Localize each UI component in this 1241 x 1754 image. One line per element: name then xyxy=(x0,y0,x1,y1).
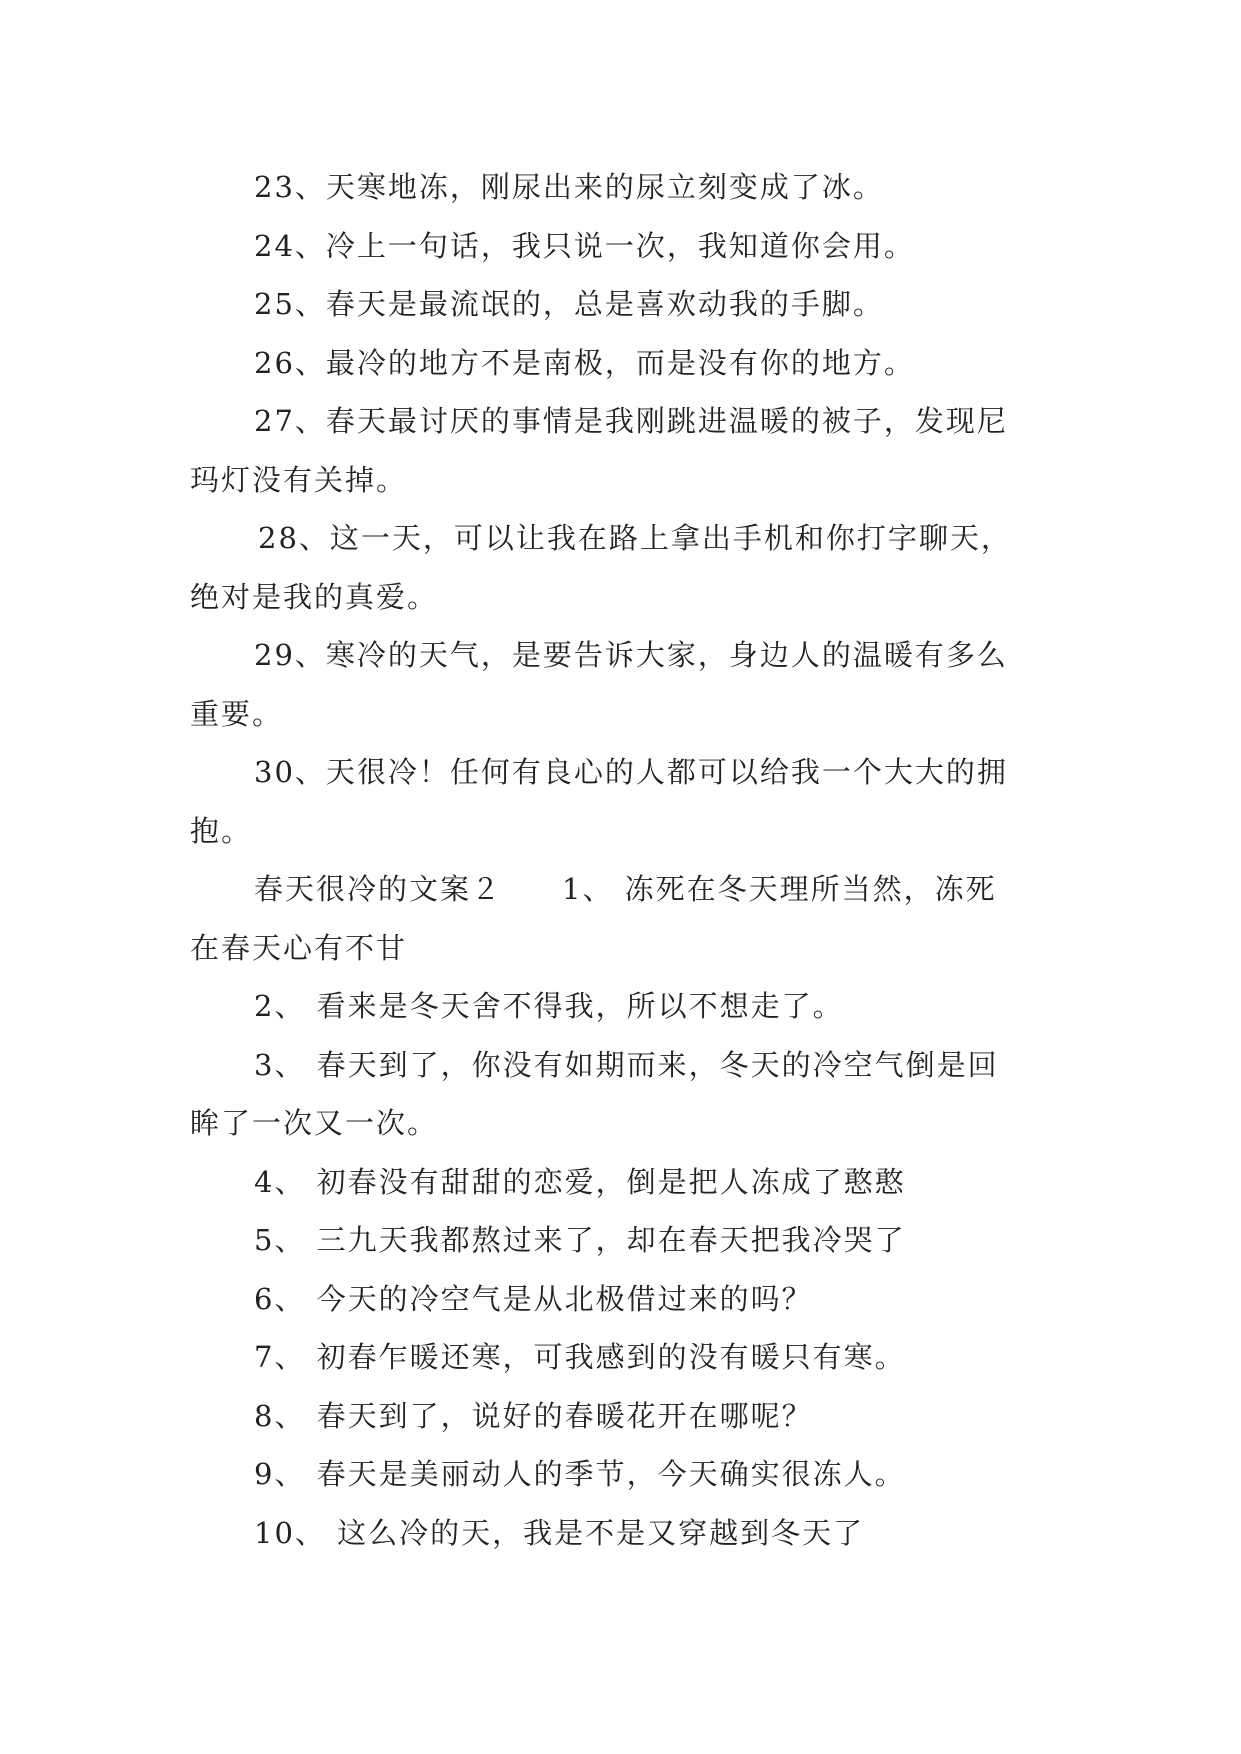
line-25: 25、春天是最流氓的，总是喜欢动我的手脚。 xyxy=(254,287,884,321)
item-4: 4、 初春没有甜甜的恋爱，倒是把人冻成了憨憨 xyxy=(254,1164,906,1199)
line-27: 27、春天最讨厌的事情是我刚跳进温暖的被子，发现尼 xyxy=(254,404,1008,438)
line-30-cont: 抱。 xyxy=(190,813,253,848)
item-7: 7、 初春乍暖还寒，可我感到的没有暖只有寒。 xyxy=(254,1340,906,1374)
item-3: 3、 春天到了，你没有如期而来，冬天的冷空气倒是回 xyxy=(254,1047,999,1082)
section-heading-line xyxy=(190,860,1056,919)
line-27-cont: 玛灯没有关掉。 xyxy=(190,462,408,497)
item-1-cont: 在春天心有不甘 xyxy=(190,930,408,965)
item-8: 8、 春天到了，说好的春暖花开在哪呢？ xyxy=(254,1398,813,1433)
item-10: 10、 这么冷的天，我是不是又穿越到冬天了 xyxy=(254,1515,865,1550)
line-28: 28、这一天，可以让我在路上拿出手机和你打字聊天， xyxy=(258,521,1012,555)
section-heading: 春天很冷的文案２ xyxy=(254,872,503,906)
item-2: 2、 看来是冬天舍不得我，所以不想走了。 xyxy=(254,989,844,1023)
line-24: 24、冷上一句话，我只说一次，我知道你会用。 xyxy=(254,228,915,263)
line-30: 30、天很冷！任何有良心的人都可以给我一个大大的拥 xyxy=(254,755,1008,789)
item-3-cont: 眸了一次又一次。 xyxy=(190,1106,439,1140)
document-body xyxy=(190,158,1056,1562)
item-5: 5、 三九天我都熬过来了，却在春天把我冷哭了 xyxy=(254,1223,906,1257)
item-6: 6、 今天的冷空气是从北极借过来的吗？ xyxy=(254,1281,813,1316)
line-29: 29、寒冷的天气，是要告诉大家，身边人的温暖有多么 xyxy=(254,638,1008,672)
section-item-1: 1、 冻死在冬天理所当然，冻死 xyxy=(562,872,997,906)
line-23: 23、天寒地冻，刚尿出来的尿立刻变成了冰。 xyxy=(254,170,884,204)
line-26: 26、最冷的地方不是南极，而是没有你的地方。 xyxy=(254,345,915,380)
line-28-cont: 绝对是我的真爱。 xyxy=(190,579,439,614)
line-29-cont: 重要。 xyxy=(190,696,284,731)
item-9: 9、 春天是美丽动人的季节，今天确实很冻人。 xyxy=(254,1457,906,1491)
